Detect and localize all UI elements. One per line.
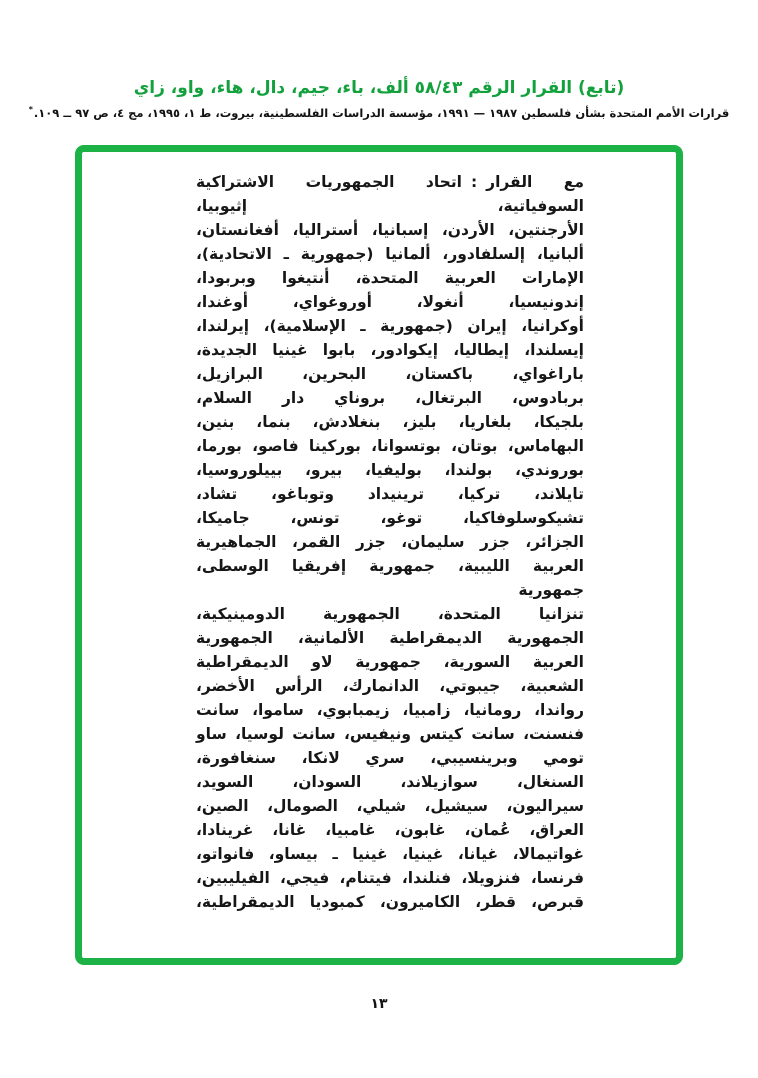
vote-line: إيسلندا، إيطاليا، إيكوادور، بابوا غينيا الجديدة، bbox=[196, 341, 584, 359]
vote-line: غواتيمالا، غيانا، غينيا، غينيا ـ بيساو، فانواتو، bbox=[196, 845, 584, 863]
vote-line: السنغال، سوازيلاند، السودان، السويد، bbox=[196, 773, 584, 791]
vote-line: فنسنت، سانت كيتس ونيفيس، سانت لوسيا، ساو bbox=[196, 725, 584, 743]
vote-line-first bbox=[196, 170, 584, 218]
source-citation bbox=[0, 105, 758, 120]
footnote-asterisk: * bbox=[28, 105, 33, 114]
vote-line: قبرص، قطر، الكاميرون، كمبوديا الديمقراطية، bbox=[196, 893, 584, 911]
vote-line: العربية السورية، جمهورية لاو الديمقراطية bbox=[196, 653, 584, 671]
vote-line: أوكرانيا، إيران (جمهورية ـ الإسلامية)، إيرلندا، bbox=[196, 317, 584, 335]
page-number: ١٣ bbox=[370, 996, 388, 1012]
vote-line: رواندا، رومانيا، زامبيا، زيمبابوي، ساموا، سانت bbox=[196, 701, 584, 719]
vote-line: العربية الليبية، جمهورية إفريقيا الوسطى، جمهورية bbox=[196, 557, 584, 599]
vote-lines bbox=[196, 218, 584, 914]
vote-line: بوروندي، بولندا، بوليفيا، بيرو، بييلوروسيا، bbox=[196, 461, 584, 479]
page-title: (تابع) القرار الرقم ٥٨/٤٣ ألف، باء، جيم، دال، هاء، واو، زاي bbox=[133, 78, 625, 98]
vote-line: الإمارات العربية المتحدة، أنتيغوا وبربودا، bbox=[196, 269, 584, 287]
vote-line: البهاماس، بوتان، بوتسوانا، بوركينا فاصو، بورما، bbox=[196, 437, 584, 455]
vote-line: بلجيكا، بلغاريا، بليز، بنغلادش، بنما، بنين، bbox=[196, 413, 584, 431]
vote-line: الشعبية، جيبوتي، الدانمارك، الرأس الأخضر، bbox=[196, 677, 584, 695]
vote-line-text: اتحاد الجمهوريات الاشتراكية السوفياتية، إثيوبيا، bbox=[196, 173, 584, 215]
content-frame bbox=[75, 145, 683, 965]
vote-line: تنزانيا المتحدة، الجمهورية الدومينيكية، bbox=[196, 605, 584, 623]
vote-line: الأرجنتين، الأردن، إسبانيا، أستراليا، أفغانستان، bbox=[196, 221, 584, 239]
vote-line: باراغواي، باكستان، البحرين، البرازيل، bbox=[196, 365, 584, 383]
vote-line: تومي وبرينسيبي، سري لانكا، سنغافورة، bbox=[196, 749, 584, 767]
vote-line: الجزائر، جزر سليمان، جزر القمر، الجماهيرية bbox=[196, 533, 584, 551]
vote-line: إندونيسيا، أنغولا، أوروغواي، أوغندا، bbox=[196, 293, 584, 311]
source-citation-text: قرارات الأمم المتحدة بشأن فلسطين ١٩٨٧ — ١٩٩١، مؤسسة الدراسات الفلسطينية، بيروت، ط ١، ١٩٩٥، مج ٤، ص ٩٧ ــ ١٠٩. bbox=[33, 105, 730, 120]
vote-line: العراق، عُمان، غابون، غامبيا، غانا، غرينادا، bbox=[196, 821, 584, 839]
vote-line: بربادوس، البرتغال، بروناي دار السلام، bbox=[196, 389, 584, 407]
vote-line: فرنسا، فنزويلا، فنلندا، فيتنام، فيجي، الفيليبين، bbox=[196, 869, 584, 887]
vote-line: تايلاند، تركيا، ترينيداد وتوباغو، تشاد، bbox=[196, 485, 584, 503]
vote-colon: : bbox=[470, 173, 478, 191]
vote-line: الجمهورية الديمقراطية الألمانية، الجمهورية bbox=[196, 629, 584, 647]
vote-line: ألبانيا، إلسلفادور، ألمانيا (جمهورية ـ الاتحادية)، bbox=[196, 245, 584, 263]
vote-record bbox=[196, 170, 584, 914]
vote-label: مع القرار bbox=[486, 173, 584, 191]
vote-line: سيراليون، سيشيل، شيلي، الصومال، الصين، bbox=[196, 797, 584, 815]
vote-line: تشيكوسلوفاكيا، توغو، تونس، جاميكا، bbox=[196, 509, 584, 527]
